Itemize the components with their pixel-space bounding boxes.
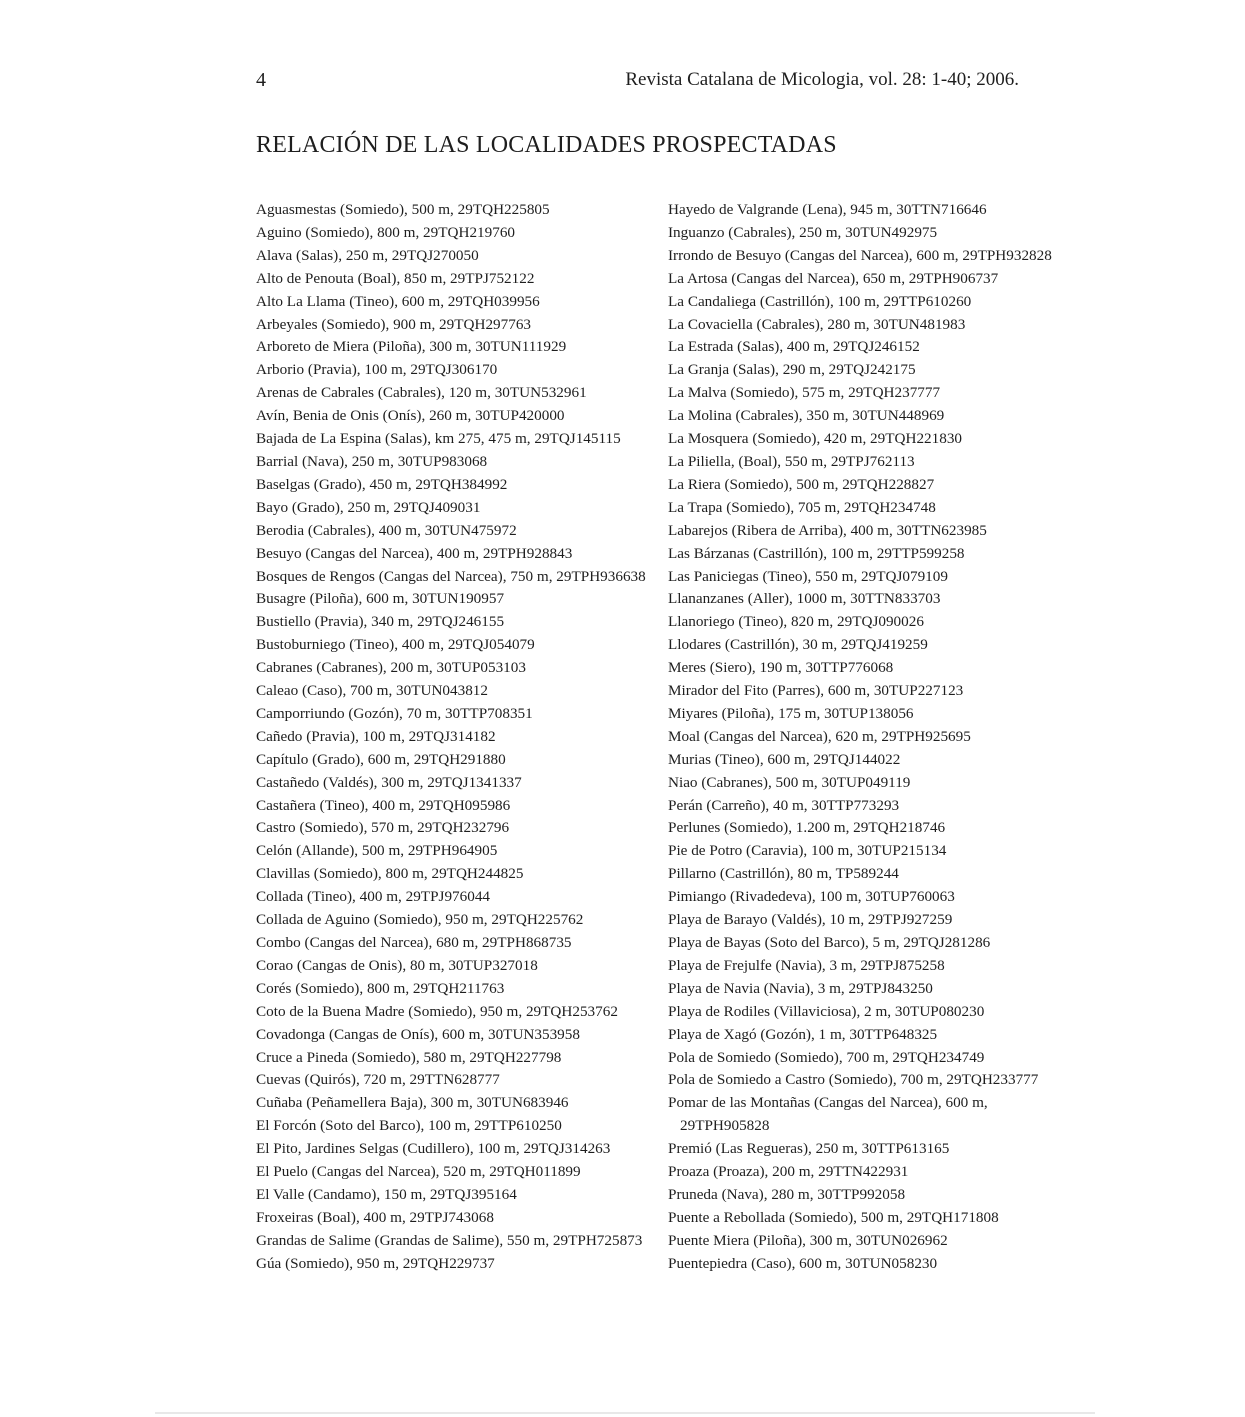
locality-entry: Bayo (Grado), 250 m, 29TQJ409031 [256, 498, 481, 516]
locality-entry: Collada (Tineo), 400 m, 29TPJ976044 [256, 888, 491, 906]
locality-entry: Pomar de las Montañas (Cangas del Narcea), 600 m, 29TPH905828 [668, 1094, 988, 1135]
locality-entry: Bajada de La Espina (Salas), km 275, 475 m, 29TQJ145115 [256, 430, 621, 448]
locality-entry: Busagre (Piloña), 600 m, 30TUN190957 [256, 590, 505, 608]
locality-entry: El Forcón (Soto del Barco), 100 m, 29TTP610250 [256, 1117, 562, 1135]
locality-entry: Grandas de Salime (Grandas de Salime), 550 m, 29TPH725873 [256, 1231, 643, 1249]
locality-entry: Castañedo (Valdés), 300 m, 29TQJ1341337 [256, 773, 522, 791]
locality-entry: Alto La Llama (Tineo), 600 m, 29TQH039956 [256, 292, 540, 310]
locality-entry: Moal (Cangas del Narcea), 620 m, 29TPH925695 [668, 727, 971, 745]
locality-entry: Pola de Somiedo a Castro (Somiedo), 700 m, 29TQH233777 [668, 1071, 1039, 1089]
locality-entry: La Riera (Somiedo), 500 m, 29TQH228827 [668, 475, 935, 493]
locality-entry: Pimiango (Rivadedeva), 100 m, 30TUP760063 [668, 888, 955, 906]
locality-entry: La Trapa (Somiedo), 705 m, 29TQH234748 [668, 498, 936, 516]
locality-entry: Cuñaba (Peñamellera Baja), 300 m, 30TUN683946 [256, 1094, 569, 1112]
locality-entry: Alto de Penouta (Boal), 850 m, 29TPJ752122 [256, 269, 535, 287]
locality-entry: Cruce a Pineda (Somiedo), 580 m, 29TQH227798 [256, 1048, 562, 1066]
locality-entry: Mirador del Fito (Parres), 600 m, 30TUP227123 [668, 682, 964, 700]
locality-entry: La Estrada (Salas), 400 m, 29TQJ246152 [668, 338, 920, 356]
locality-entry: Cabranes (Cabranes), 200 m, 30TUP053103 [256, 659, 526, 677]
locality-entry: Pie de Potro (Caravia), 100 m, 30TUP215134 [668, 842, 947, 860]
bottom-rule [155, 1412, 1095, 1414]
locality-entry: Playa de Rodiles (Villaviciosa), 2 m, 30TUP080230 [668, 1002, 985, 1020]
locality-entry: Clavillas (Somiedo), 800 m, 29TQH244825 [256, 865, 524, 883]
locality-entry: Irrondo de Besuyo (Cangas del Narcea), 600 m, 29TPH932828 [668, 246, 1052, 264]
locality-entry: Arenas de Cabrales (Cabrales), 120 m, 30TUN532961 [256, 384, 587, 402]
locality-entry: Perlunes (Somiedo), 1.200 m, 29TQH218746 [668, 819, 946, 837]
locality-entry: Bustiello (Pravia), 340 m, 29TQJ246155 [256, 613, 505, 631]
locality-entry: Playa de Bayas (Soto del Barco), 5 m, 29TQJ281286 [668, 934, 991, 951]
locality-entry: Llanoriego (Tineo), 820 m, 29TQJ090026 [668, 613, 924, 631]
locality-entry: Arbeyales (Somiedo), 900 m, 29TQH297763 [256, 315, 532, 333]
locality-entry: Gúa (Somiedo), 950 m, 29TQH229737 [256, 1254, 495, 1272]
locality-entry: La Piliella, (Boal), 550 m, 29TPJ762113 [668, 452, 915, 470]
locality-entry: Castro (Somiedo), 570 m, 29TQH232796 [256, 819, 510, 837]
locality-entry: Froxeiras (Boal), 400 m, 29TPJ743068 [256, 1208, 494, 1226]
locality-entry: Coto de la Buena Madre (Somiedo), 950 m, 29TQH253762 [256, 1002, 618, 1020]
locality-entry: Playa de Xagó (Gozón), 1 m, 30TTP648325 [668, 1025, 938, 1043]
locality-entry: Playa de Frejulfe (Navia), 3 m, 29TPJ875258 [668, 956, 945, 974]
locality-entry: Capítulo (Grado), 600 m, 29TQH291880 [256, 750, 506, 768]
localities-right-column [668, 199, 1068, 1276]
locality-entry: Bosques de Rengos (Cangas del Narcea), 750 m, 29TPH936638 [256, 567, 646, 585]
locality-entry: La Granja (Salas), 290 m, 29TQJ242175 [668, 361, 916, 379]
locality-entry: La Mosquera (Somiedo), 420 m, 29TQH221830 [668, 430, 963, 448]
locality-entry: Las Bárzanas (Castrillón), 100 m, 29TTP599258 [668, 544, 965, 562]
locality-entry: Premió (Las Regueras), 250 m, 30TTP613165 [668, 1140, 950, 1158]
locality-entry: La Malva (Somiedo), 575 m, 29TQH237777 [668, 384, 941, 402]
locality-entry: La Candaliega (Castrillón), 100 m, 29TTP610260 [668, 292, 972, 310]
locality-entry: Perán (Carreño), 40 m, 30TTP773293 [668, 796, 900, 814]
locality-entry: Berodia (Cabrales), 400 m, 30TUN475972 [256, 521, 517, 539]
locality-entry: Puente Miera (Piloña), 300 m, 30TUN026962 [668, 1231, 948, 1249]
locality-entry: Playa de Barayo (Valdés), 10 m, 29TPJ927259 [668, 911, 953, 929]
locality-entry: Baselgas (Grado), 450 m, 29TQH384992 [256, 475, 508, 493]
locality-entry: Alava (Salas), 250 m, 29TQJ270050 [256, 246, 479, 264]
locality-entry: Pola de Somiedo (Somiedo), 700 m, 29TQH234749 [668, 1048, 985, 1066]
locality-entry: Pruneda (Nava), 280 m, 30TTP992058 [668, 1185, 906, 1203]
locality-entry: Labarejos (Ribera de Arriba), 400 m, 30TTN623985 [668, 521, 987, 539]
locality-entry: El Pito, Jardines Selgas (Cudillero), 100 m, 29TQJ314263 [256, 1140, 611, 1158]
locality-entry: Puentepiedra (Caso), 600 m, 30TUN058230 [668, 1254, 938, 1272]
locality-entry: Corés (Somiedo), 800 m, 29TQH211763 [256, 979, 505, 997]
locality-entry: Caleao (Caso), 700 m, 30TUN043812 [256, 682, 488, 700]
locality-entry: Camporriundo (Gozón), 70 m, 30TTP708351 [256, 704, 533, 722]
locality-entry: Arborio (Pravia), 100 m, 29TQJ306170 [256, 361, 498, 379]
locality-entry: Miyares (Piloña), 175 m, 30TUP138056 [668, 704, 914, 722]
page-number: 4 [256, 69, 266, 91]
locality-entry: El Puelo (Cangas del Narcea), 520 m, 29TQH011899 [256, 1163, 581, 1181]
locality-entry: Barrial (Nava), 250 m, 30TUP983068 [256, 452, 488, 470]
locality-entry: La Molina (Cabrales), 350 m, 30TUN448969 [668, 407, 945, 425]
locality-entry: Combo (Cangas del Narcea), 680 m, 29TPH868735 [256, 934, 572, 951]
running-head: Revista Catalana de Micologia, vol. 28: 1-40; 2006. [625, 69, 1019, 90]
locality-entry: Meres (Siero), 190 m, 30TTP776068 [668, 659, 894, 677]
locality-entry: Covadonga (Cangas de Onís), 600 m, 30TUN353958 [256, 1025, 580, 1043]
locality-entry: Besuyo (Cangas del Narcea), 400 m, 29TPH928843 [256, 544, 573, 562]
locality-entry: Proaza (Proaza), 200 m, 29TTN422931 [668, 1163, 909, 1181]
localities-left-column [256, 199, 656, 1276]
locality-entry: Castañera (Tineo), 400 m, 29TQH095986 [256, 796, 511, 814]
locality-entry: Avín, Benia de Onis (Onís), 260 m, 30TUP420000 [256, 407, 565, 425]
locality-entry: Las Paniciegas (Tineo), 550 m, 29TQJ079109 [668, 567, 948, 585]
locality-entry: Cañedo (Pravia), 100 m, 29TQJ314182 [256, 727, 496, 745]
locality-entry: Hayedo de Valgrande (Lena), 945 m, 30TTN716646 [668, 201, 987, 218]
locality-entry: Corao (Cangas de Onis), 80 m, 30TUP327018 [256, 956, 538, 974]
locality-entry: La Covaciella (Cabrales), 280 m, 30TUN481983 [668, 315, 966, 333]
locality-entry: Inguanzo (Cabrales), 250 m, 30TUN492975 [668, 223, 938, 241]
locality-entry: El Valle (Candamo), 150 m, 29TQJ395164 [256, 1185, 517, 1203]
locality-entry: Aguasmestas (Somiedo), 500 m, 29TQH225805 [256, 201, 550, 218]
locality-entry: Celón (Allande), 500 m, 29TPH964905 [256, 842, 498, 860]
locality-entry: Collada de Aguino (Somiedo), 950 m, 29TQH225762 [256, 911, 584, 929]
locality-entry: La Artosa (Cangas del Narcea), 650 m, 29TPH906737 [668, 269, 999, 287]
locality-entry: Bustoburniego (Tineo), 400 m, 29TQJ054079 [256, 636, 535, 654]
locality-entry: Llananzanes (Aller), 1000 m, 30TTN833703 [668, 590, 941, 608]
locality-entry: Playa de Navia (Navia), 3 m, 29TPJ843250 [668, 979, 933, 997]
section-title: RELACIÓN DE LAS LOCALIDADES PROSPECTADAS [256, 132, 837, 158]
locality-entry: Pillarno (Castrillón), 80 m, TP589244 [668, 865, 899, 883]
locality-entry: Cuevas (Quirós), 720 m, 29TTN628777 [256, 1071, 500, 1089]
locality-entry: Murias (Tineo), 600 m, 29TQJ144022 [668, 750, 901, 768]
locality-entry: Aguino (Somiedo), 800 m, 29TQH219760 [256, 223, 516, 241]
locality-entry: Puente a Rebollada (Somiedo), 500 m, 29TQH171808 [668, 1208, 999, 1226]
locality-entry: Llodares (Castrillón), 30 m, 29TQJ419259 [668, 636, 928, 654]
locality-entry: Arboreto de Miera (Piloña), 300 m, 30TUN111929 [256, 338, 567, 356]
locality-entry: Niao (Cabranes), 500 m, 30TUP049119 [668, 773, 911, 791]
